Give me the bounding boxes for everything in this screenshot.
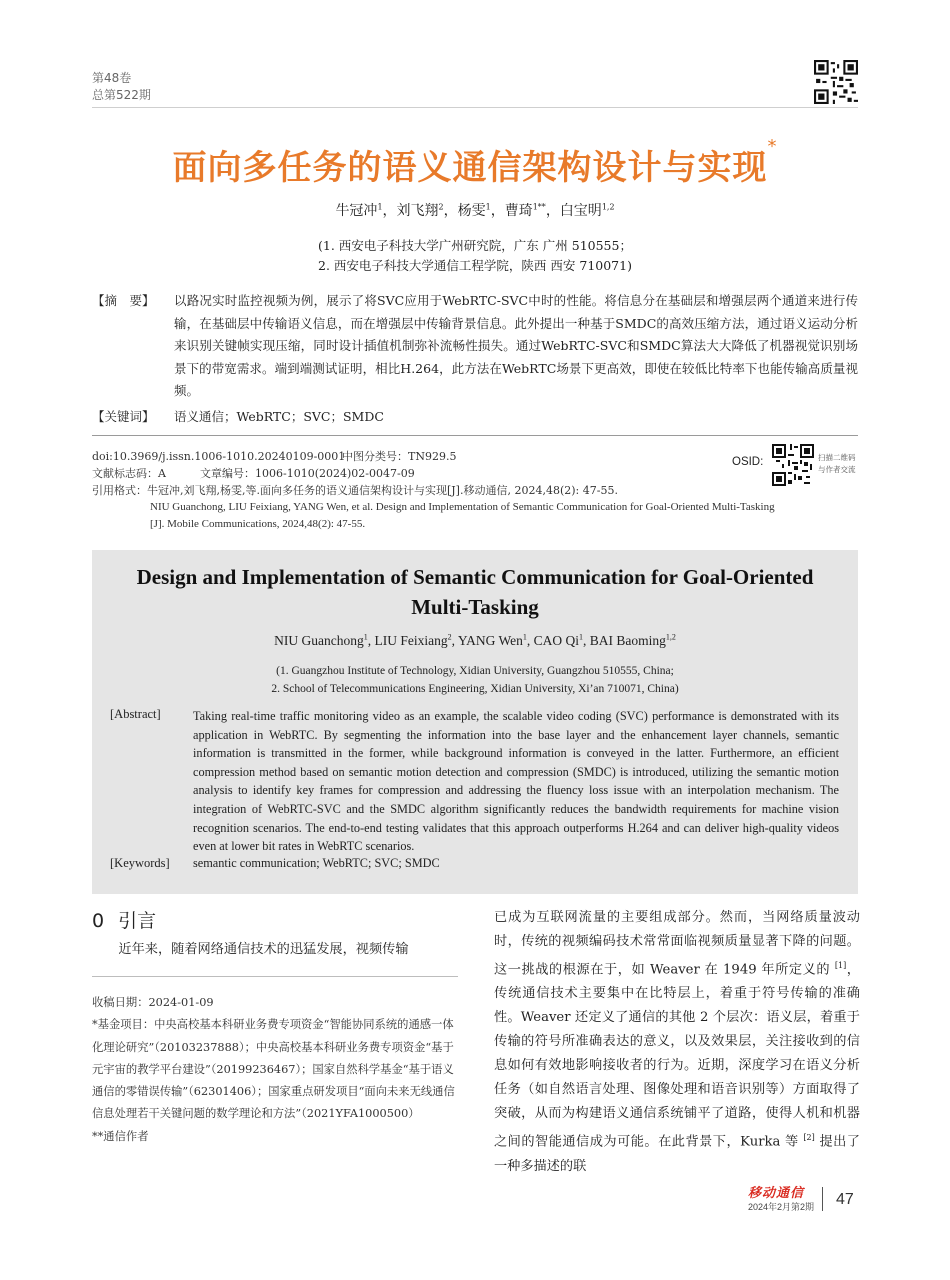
english-author-name: LIU Feixiang [374,632,448,648]
english-author-name: BAI Baoming [589,632,666,648]
volume-info [92,70,151,104]
document-code: 文献标志码：A [92,467,166,480]
english-author-affiliation-mark: 1 [363,632,368,641]
author-name: 刘飞翔 [396,203,439,219]
citation-ref-1[interactable]: [1] [834,961,847,970]
header-divider [92,107,858,108]
english-author-affiliation-mark: 1 [522,632,527,641]
english-title-line-1: Design and Implementation of Semantic Communication for Goal-Oriented [136,565,814,589]
english-affiliation-1: (1. Guangzhou Institute of Technology, Xidian University, Guangzhou 510555, China; [276,665,674,677]
title-mark: * [767,136,778,157]
english-author-separator: , [526,632,534,648]
osid-qr-icon[interactable] [772,444,814,486]
fund-note: *基金项目：中央高校基本科研业务费专项资金“智能协同系统的通感一体化理论研究”（20103237888）；中央高校基本科研业务费专项资金“基于元宇宙的教学平台建设”（20199236467）；国家自然科学基金“基于语义通信的零错误传输”（62301406）；国家重点研发项目“面向未来无线通信信息处理若干关键问题的数学理论和方法”（2021YFA1000500） [92,1018,455,1121]
english-author-affiliation-mark: 2 [447,632,452,641]
journal-logo [748,1187,812,1200]
citation-english-2: [J]. Mobile Communications, 2024,48(2): 47-55. [150,518,366,530]
scan-hint-1: 扫描二维码 [818,453,856,462]
english-author-name: YANG Wen [457,632,523,648]
english-author-separator: , [367,632,375,648]
author-separator: ， [382,203,397,219]
english-keywords-label: [Keywords] [110,856,170,870]
author-affiliation-mark: 1** [532,202,546,212]
author-name: 白宝明 [559,203,602,219]
title-text: 面向多任务的语义通信架构设计与实现 [172,148,768,188]
article-number: 文章编号：1006-1010(2024)02-0047-09 [200,467,415,480]
section-body: 近年来，随着网络通信技术的迅猛发展，视频传输 [118,942,409,957]
author-affiliation-mark: 1,2 [601,202,615,212]
english-keywords-text: semantic communication; WebRTC; SVC; SMDC [193,856,440,870]
english-title [92,562,858,622]
english-abstract-text: Taking real-time traffic monitoring video as an example, the scalable video coding (SVC) performance is demonstrated with its application in WebRTC. By segmenting the information into the base layer and the enhancement layer channels, semantic information is transmitted in the former, while background information is conveyed in the latter. Furthermore, an efficient compression method based on semantic motion detection and compression (SMDC) is introduced, utilizing the semantic motion analysis to identify key frames for compression and addressing the fluency loss issue with an interpolation mechanism. The integration of WebRTC-SVC and the SMDC algorithm significantly reduces the bandwidth requirements for machine vision recognition scenarios. The end-to-end testing validates that this approach outperforms H.264 and can deliver high-quality videos even at lower bit rates in WebRTC scenarios. [193,709,839,854]
paragraph-part-1: 已成为互联网流量的主要组成部分。然而，当网络质量波动时，传统的视频编码技术常常面临视频质量显著下降的问题。这一挑战的根源在于，如 Weaver 在 1949 年所定义的 [494,910,860,978]
english-author-affiliation-mark: 1 [579,632,584,641]
affiliation-2: 2. 西安电子科技大学通信工程学院，陕西 西安 710071) [318,258,632,273]
english-author-list [92,632,858,649]
section-title: 引言 [118,910,157,932]
qr-code-icon[interactable] [814,60,858,104]
scan-hint-2: 与作者交流 [818,465,856,474]
citation-ref-2[interactable]: [2] [803,1133,815,1143]
right-column-text [494,906,860,1179]
author-affiliation-mark: 1 [485,202,491,212]
section-heading [92,906,156,933]
journal-logo-text: 移动通信 [748,1186,805,1201]
citation-chinese: 引用格式：牛冠冲,刘飞翔,杨雯,等.面向多任务的语义通信架构设计与实现[J].移动通信, 2024,48(2): 47-55. [92,484,618,497]
osid-label: OSID: [732,456,764,468]
page-number: 47 [836,1191,854,1208]
volume: 第48卷 [92,71,132,85]
section-number: 0 [92,910,105,932]
footnote-divider [92,976,458,977]
author-affiliation-mark: 2 [438,202,444,212]
received-date: 收稿日期：2024-01-09 [92,996,214,1009]
english-author-separator: , [583,632,590,648]
article-title [0,136,950,189]
author-name: 曹琦 [504,203,533,219]
author-separator: ， [545,203,560,219]
english-affiliations [92,662,858,698]
english-title-line-2: Multi-Tasking [411,595,539,619]
english-author-separator: , [451,632,458,648]
paragraph-part-2: ，传统通信技术主要集中在比特层上，着重于符号传输的准确性。Weaver 还定义了通信的其他 2 个层次：语义层，着重于传输的符号所准确表达的意义，以及效果层，关注接收到的信息如何有效地影响接收者的行为。近期，深度学习在语义分析任务（如自然语言处理、图像处理和语音识别等）方面取得了突破，从而为构建语义通信系统铺平了道路，使得人机和机器之间的智能通信成为可能。在此背景下，Kurka 等 [494,962,860,1150]
english-abstract-label: [Abstract] [110,707,161,721]
scan-hint [818,452,856,476]
doi[interactable]: doi:10.3969/j.issn.1006-1010.20240109-0001 [92,450,346,463]
footer-divider [822,1187,823,1211]
english-author-affiliation-mark: 1,2 [665,632,676,641]
author-list [0,200,950,220]
english-affiliation-2: 2. School of Telecommunications Engineering, Xidian University, Xi’an 710071, China) [271,683,679,695]
english-author-name: NIU Guanchong [274,632,364,648]
issue-total: 总第522期 [92,88,151,102]
author-affiliation-mark: 1 [377,202,383,212]
keywords-text: 语义通信；WebRTC；SVC；SMDC [174,409,384,424]
corresponding-note: **通信作者 [92,1129,149,1143]
abstract-label: 【摘 要】 [92,293,155,308]
author-separator: ， [443,203,458,219]
author-name: 牛冠冲 [335,203,378,219]
citation-english-1: NIU Guanchong, LIU Feixiang, YANG Wen, et al. Design and Implementation of Semantic Communication for Goal-Oriented Multi-Tasking [150,501,775,513]
footnotes [92,992,458,1148]
paragraph-part-3: 提出了一种多描述的联 [494,1134,860,1174]
english-author-name: CAO Qi [533,632,580,648]
affiliations [0,236,950,276]
keywords-label: 【关键词】 [92,409,155,424]
abstract-text: 以路况实时监控视频为例，展示了将SVC应用于WebRTC-SVC中时的性能。将信息分在基础层和增强层两个通道来进行传输，在基础层中传输语义信息，而在增强层中传输背景信息。此外提出一种基于SMDC的高效压缩方法，通过语义运动分析来识别关键帧实现压缩，同时设计插值机制弥补流畅性损失。通过WebRTC-SVC和SMDC算法大大降低了机器视觉识别场景下的带宽需求。端到端测试证明，相比H.264，此方法在WebRTC场景下更高效，即使在较低比特率下也能传输高质量视频。 [174,293,858,398]
abstract-divider [92,435,858,436]
footer-date: 2024年2月第2期 [748,1202,815,1212]
author-separator: ， [490,203,505,219]
affiliation-1: (1. 西安电子科技大学广州研究院，广东 广州 510555； [318,238,632,253]
clc-number: 中图分类号：TN929.5 [342,450,457,463]
author-name: 杨雯 [457,203,486,219]
